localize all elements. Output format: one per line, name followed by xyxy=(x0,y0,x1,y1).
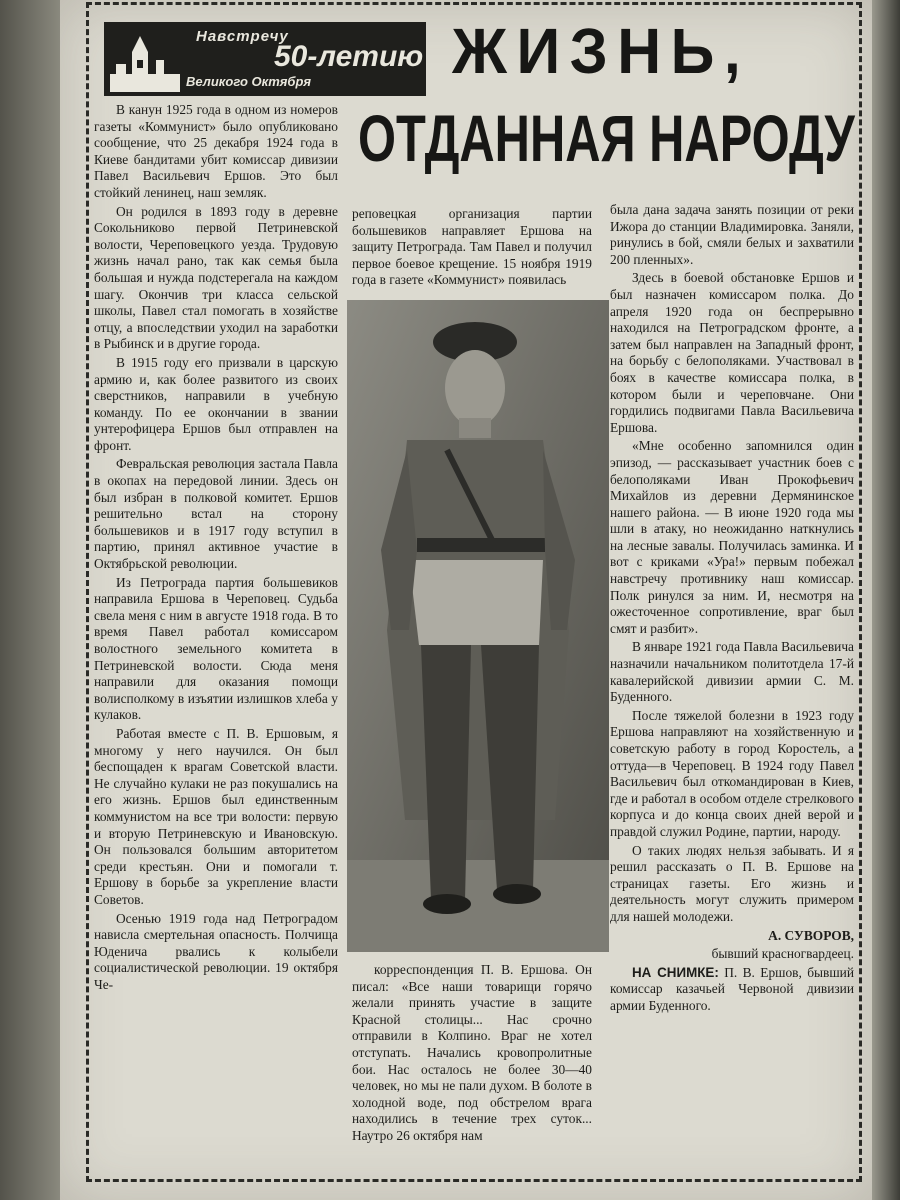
photo-caption xyxy=(610,965,854,1015)
portrait-photo xyxy=(347,300,609,952)
paragraph: Из Петрограда партия большевиков направила Ершова в Череповец. Судьба свела меня с ним в августе 1918 года. В то время Павел работал комиссаром волостного земельного комитета в Петриневской волости. Сюда меня направили для оказания помощи волисполкому в изъятии излишков хлеба у кулаков. xyxy=(94,574,338,723)
soldier-portrait-image xyxy=(347,300,609,952)
paragraph: В январе 1921 года Павла Васильевича назначили начальником политотдела 17-й кавалерийской дивизии армии С. М. Буденного. xyxy=(610,639,854,705)
paragraph: После тяжелой болезни в 1923 году Ершова направляют на хозяйственную и советскую работу в город Коростель, а оттуда—в Череповец. В 1924 году Павел Васильевич был откомандирован в Киев, где и работал в особом отделе стрелкового корпуса и до конца своих дней верой и правдой служил Родине, партии, народу. xyxy=(610,707,854,839)
paragraph: «Мне особенно запомнился один эпизод, — рассказывает участник боев с белополяками Иван Прокофьевич Михайлов из деревни Дермянинское нашего района. — В июне 1920 года мы шли в атаку, но неожиданно наткнулись на лесные завалы. Получилась заминка. И вот с криками «Ура!» первым побежал навстречу противнику наш комиссар. Полк ринулся за ним. И, несмотря на ожесточенное сопротивление, враг был смят и разбит». xyxy=(610,438,854,636)
paragraph: О таких людях нельзя забывать. И я решил рассказать о П. В. Ершове на страницах газеты. Его жизнь и деятельность могут служить примером для нашей молодежи. xyxy=(610,842,854,924)
rubric-line-3: Великого Октября xyxy=(186,74,312,89)
paragraph: Февральская революция застала Павла в окопах на передовой линии. Здесь он был избран в полковой комитет. Ершов решительно встал на сторону большевиков и в 1917 году вступил в партию, принял активное участие в Октябрьской революции. xyxy=(94,456,338,572)
kremlin-tower-icon xyxy=(110,36,180,92)
rubric-line-1: Навстречу xyxy=(196,28,289,45)
article-column-2-top xyxy=(352,206,592,291)
paragraph: была дана задача занять позиции от реки Ижора до станции Владимировка. Заняли, ринулись в бой, смяли белых и захватили 200 пленных». xyxy=(610,202,854,267)
background-left-edge xyxy=(0,0,60,1200)
paragraph: Осенью 1919 года над Петроградом нависла смертельная опасность. Полчища Юденича рвались к колыбели социалистической революции. 19 октября Че- xyxy=(94,910,338,992)
paragraph: В 1915 году его призвали в царскую армию и, как более развитого из своих сверстников, направили в учебную команду. По ее окончании в звании унтерофицера Ершов был отправлен на фронт. xyxy=(94,354,338,453)
rubric-line-2: 50-летию xyxy=(274,40,424,73)
paragraph: Здесь в боевой обстановке Ершов и был назначен комиссаром полка. До апреля 1920 года он беспрерывно находился на Петроградском фронте, а затем был направлен на Западный фронт, на борьбу с белополяками. Участвовал в боях в качестве комиссара полка, в котором были и череповчане. Они гордились подвигами Павла Васильевича Ершова. xyxy=(610,270,854,435)
paragraph: корреспонденция П. В. Ершова. Он писал: «Все наши товарищи горячо желали принять участие в защите Красной столицы... Нас срочно отправили в Колпино. Враг не хотел отступать. Начались кровопролитные бои. Нас осталось не более 30—40 человек, но мы не пали духом. В болоте в холодной воде, под обстрелом врага находились в течение трех суток... Наутро 26 октября нам xyxy=(352,962,592,1143)
paragraph: Работая вместе с П. В. Ершовым, я многому у него научился. Он был беспощаден к врагам Советской власти. Не случайно кулаки не раз покушались на его жизнь. Ершов был единственным коммунистом на все три волости: первую и вторую Петриневскую и Ивановскую. Он пользовался большим авторитетом среди крестьян. Они и помогали т. Ершову в борьбе за укрепление власти Советов. xyxy=(94,725,338,907)
article-column-1 xyxy=(94,102,338,995)
rubric-banner xyxy=(104,22,426,96)
article-column-3 xyxy=(610,202,854,1017)
paragraph: реповецкая организация партии большевиков направляет Ершова на защиту Петрограда. Там Павел и получил первое боевое крещение. 15 ноября 1919 года в газете «Коммунист» появилась xyxy=(352,206,592,288)
paragraph: В канун 1925 года в одном из номеров газеты «Коммунист» было опубликовано сообщение, что 25 декабря 1924 года в Киеве бандитами убит комиссар дивизии Павел Васильевич Ершов. Это был стойкий ленинец, наш земляк. xyxy=(94,102,338,200)
author-title: бывший красногвардеец. xyxy=(711,946,854,962)
caption-label: НА СНИМКЕ: xyxy=(632,964,719,980)
headline-line-1: ЖИЗНЬ, xyxy=(452,15,751,87)
caption-text: П. В. Ершов, бывший комиссар казачьей Червоной дивизии армии Буденного. xyxy=(610,964,855,1013)
article-column-2-bottom xyxy=(352,962,592,1147)
headline-line-2: ОТДАННАЯ НАРОДУ xyxy=(358,101,855,175)
paragraph: Он родился в 1893 году в деревне Сокольниково первой Петриневской волости, Череповецкого уезда. Трудовую жизнь начал рано, так как семья была большая и нужда подстерегала на каждом шагу. Окончив три класса сельской школы, Павел стал помогать в хозяйстве отцу, а впоследствии уходил на заработки в Рыбинск и в другие города. xyxy=(94,203,338,352)
author-signature: А. СУВОРОВ, xyxy=(768,927,854,943)
background-right-edge xyxy=(872,0,900,1200)
